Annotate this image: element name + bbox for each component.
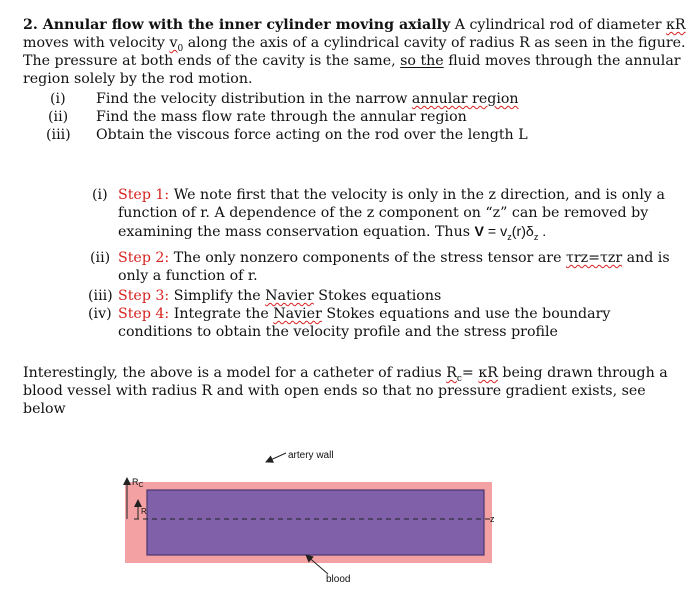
step-text: Integrate the — [169, 306, 274, 322]
closing-line-3: below — [23, 401, 66, 417]
task-number: (ii) — [48, 109, 69, 125]
z-label: z — [490, 514, 495, 524]
step-number: (ii) — [90, 250, 111, 266]
equals: = — [461, 365, 479, 381]
task-number: (i) — [50, 91, 66, 107]
underlined-text: so the — [400, 53, 444, 69]
rc-letter: R — [446, 365, 457, 381]
v0-letter: v — [169, 35, 178, 51]
step-2-line-2: only a function of r. — [118, 268, 258, 284]
step-label: Step 2: — [118, 250, 170, 266]
step-text: and is — [622, 250, 670, 266]
period: . — [538, 224, 547, 240]
step-text: We note first that the velocity is only in the z direction, and is only a — [169, 187, 665, 203]
step-text: Simplify the — [169, 288, 266, 304]
problem-intro: A cylindrical rod of diameter — [450, 17, 667, 33]
step-text: The only nonzero components of the stress tensor are — [169, 250, 566, 266]
step-text: examining the mass conservation equation. Thus — [118, 224, 475, 240]
problem-text: fluid moves through the annular — [443, 53, 681, 69]
problem-heading: 2. Annular flow with the inner cylinder moving axially — [23, 17, 451, 33]
closing-text: being drawn through a — [497, 365, 668, 381]
artery-pointer — [266, 453, 286, 462]
step-1-line-2: function of r. A dependence of the z component on “z” can be removed by — [118, 205, 649, 221]
kappa-r: κR — [666, 17, 686, 33]
task-number: (iii) — [46, 127, 71, 143]
task-text: Obtain the viscous force acting on the rod over the length L — [96, 127, 528, 143]
task-text: Find the mass flow rate through the annular region — [96, 109, 467, 125]
v0-sub: 0 — [177, 43, 184, 54]
problem-text: moves with velocity — [23, 35, 170, 51]
rc-subscript: C — [138, 482, 144, 489]
step-4-line-2: conditions to obtain the velocity profile and the stress profile — [118, 324, 558, 340]
problem-text: along the axis of a cylindrical cavity of radius R as seen in the figure. — [183, 35, 686, 51]
artery-label: artery wall — [288, 450, 334, 461]
velocity-vector: V — [474, 224, 484, 240]
rc-main: R — [132, 477, 139, 487]
underlined-text: annular region — [411, 91, 519, 107]
kappa-r: κR — [478, 365, 498, 381]
z-sub: z — [507, 231, 512, 242]
step-label: Step 4: — [118, 306, 170, 322]
rc-sub: c — [456, 373, 462, 384]
v-symbol: = v — [483, 224, 508, 240]
r-delta: (r)δ — [511, 224, 534, 240]
underlined-text: Navier — [265, 288, 314, 304]
stress-components: τrz=τzr — [566, 250, 623, 266]
closing-line-2: blood vessel with radius R and with open ends so that no pressure gradient exists, see — [23, 383, 646, 399]
r-label: R — [141, 507, 147, 516]
step-number: (i) — [92, 187, 108, 203]
step-number: (iii) — [88, 288, 113, 304]
problem-text: region solely by the rod motion. — [23, 71, 253, 87]
underlined-text: Navier — [273, 306, 322, 322]
task-label: Find the velocity distribution in the narrow — [96, 91, 412, 107]
z-sub: z — [533, 231, 539, 242]
blood-label: blood — [326, 574, 351, 585]
step-label: Step 3: — [118, 288, 170, 304]
step-text: Stokes equations — [313, 288, 442, 304]
catheter-rod — [147, 490, 484, 555]
step-number: (iv) — [88, 306, 112, 322]
problem-text: The pressure at both ends of the cavity is the same, — [23, 53, 401, 69]
step-label: Step 1: — [118, 187, 170, 203]
step-text: Stokes equations and use the boundary — [321, 306, 611, 322]
closing-text: Interestingly, the above is a model for a catheter of radius — [23, 365, 447, 381]
